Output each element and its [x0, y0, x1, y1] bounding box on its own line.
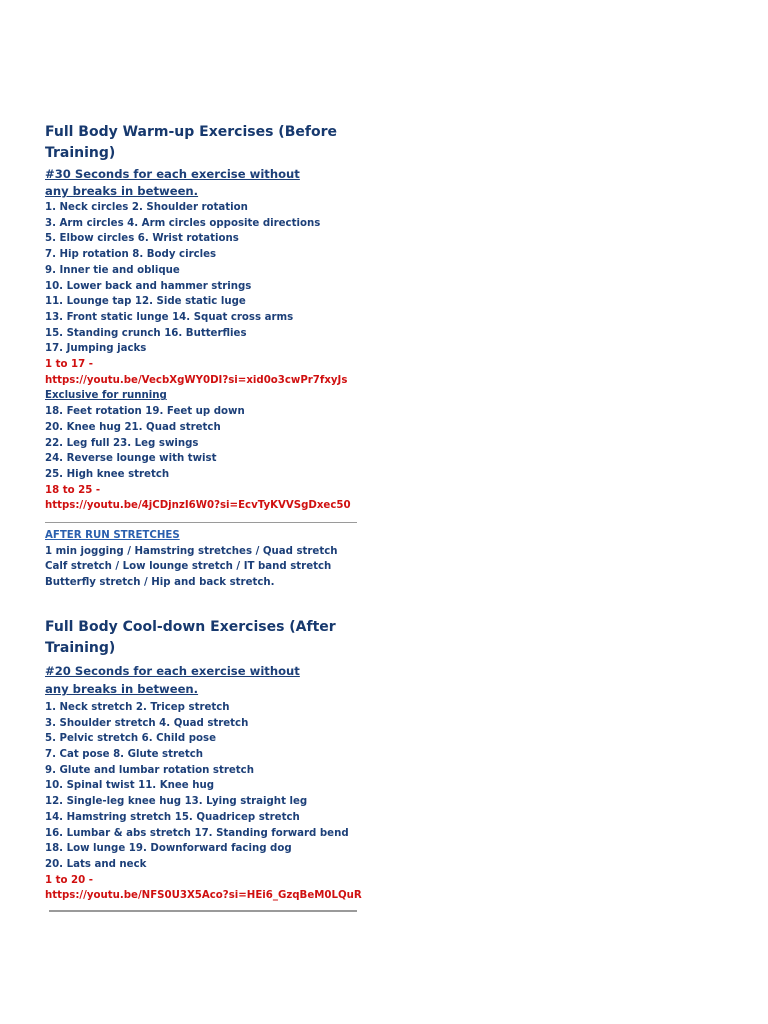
- list-item: 9. Inner tie and oblique: [45, 264, 180, 276]
- list-item: 7. Hip rotation 8. Body circles: [45, 249, 217, 261]
- list-item: 3. Arm circles 4. Arm circles opposite directions: [45, 217, 321, 229]
- after-run-line: 1 min jogging / Hamstring stretches / Quad stretch: [45, 545, 338, 557]
- running-video-link[interactable]: https://youtu.be/4jCDjnzI6W0?si=EcvTyKVVSgDxec50: [45, 500, 351, 512]
- warmup-title-line-1: Full Body Warm-up Exercises (Before: [45, 124, 337, 140]
- cooldown-subtitle-line-2: any breaks in between.: [45, 681, 199, 696]
- cooldown-video-link[interactable]: https://youtu.be/NFS0U3X5Aco?si=HEi6_GzqBeM0LQuR: [45, 890, 362, 902]
- list-item: 9. Glute and lumbar rotation stretch: [45, 764, 254, 776]
- warmup-link-label: 1 to 17 -: [45, 359, 94, 371]
- list-item: 3. Shoulder stretch 4. Quad stretch: [45, 717, 249, 729]
- cooldown-subtitle: [45, 662, 375, 698]
- list-item: 13. Front static lunge 14. Squat cross arms: [45, 311, 294, 323]
- warmup-subtitle: [45, 166, 375, 200]
- warmup-subtitle-line-1: #30 Seconds for each exercise without: [45, 167, 300, 181]
- list-item: 10. Lower back and hammer strings: [45, 280, 252, 292]
- running-list: [45, 404, 375, 483]
- after-run-line: Butterfly stretch / Hip and back stretch.: [45, 577, 275, 589]
- after-run-section: [45, 528, 375, 591]
- list-item: 20. Knee hug 21. Quad stretch: [45, 421, 221, 433]
- warmup-subtitle-line-2: any breaks in between.: [45, 184, 199, 198]
- list-item: 7. Cat pose 8. Glute stretch: [45, 748, 204, 760]
- document-body: [45, 120, 375, 912]
- list-item: 22. Leg full 23. Leg swings: [45, 437, 199, 449]
- list-item: 15. Standing crunch 16. Butterflies: [45, 327, 247, 339]
- warmup-section: [45, 120, 375, 514]
- cooldown-link-label: 1 to 20 -: [45, 874, 94, 886]
- warmup-title-line-2: Training): [45, 145, 116, 161]
- list-item: 17. Jumping jacks: [45, 343, 147, 355]
- warmup-video-link[interactable]: https://youtu.be/VecbXgWY0DI?si=xid0o3cwPr7fxyJs: [45, 374, 348, 386]
- bottom-divider: [49, 910, 357, 912]
- list-item: 5. Pelvic stretch 6. Child pose: [45, 733, 216, 745]
- cooldown-subtitle-line-1: #20 Seconds for each exercise without: [45, 663, 300, 678]
- cooldown-list: [45, 700, 375, 873]
- list-item: 10. Spinal twist 11. Knee hug: [45, 780, 215, 792]
- section-divider: [45, 522, 357, 523]
- running-heading: Exclusive for running: [45, 390, 167, 402]
- cooldown-section: [45, 617, 375, 904]
- running-link-label: 18 to 25 -: [45, 484, 101, 496]
- list-item: 14. Hamstring stretch 15. Quadricep stretch: [45, 811, 300, 823]
- list-item: 18. Low lunge 19. Downforward facing dog: [45, 843, 292, 855]
- list-item: 1. Neck stretch 2. Tricep stretch: [45, 701, 230, 713]
- list-item: 1. Neck circles 2. Shoulder rotation: [45, 202, 248, 213]
- list-item: 12. Single-leg knee hug 13. Lying straight leg: [45, 796, 308, 808]
- cooldown-title-line-1: Full Body Cool-down Exercises (After: [45, 618, 336, 635]
- list-item: 20. Lats and neck: [45, 858, 147, 870]
- warmup-list: [45, 200, 375, 357]
- list-item: 24. Reverse lounge with twist: [45, 453, 217, 465]
- cooldown-title-line-2: Training): [45, 639, 116, 656]
- cooldown-title: [45, 617, 375, 659]
- after-run-line: Calf stretch / Low lounge stretch / IT band stretch: [45, 561, 332, 573]
- list-item: 18. Feet rotation 19. Feet up down: [45, 406, 245, 418]
- list-item: 11. Lounge tap 12. Side static luge: [45, 296, 246, 308]
- list-item: 5. Elbow circles 6. Wrist rotations: [45, 233, 239, 245]
- warmup-title: [45, 120, 375, 164]
- after-run-heading: AFTER RUN STRETCHES: [45, 530, 180, 542]
- list-item: 16. Lumbar & abs stretch 17. Standing forward bend: [45, 827, 349, 839]
- list-item: 25. High knee stretch: [45, 468, 170, 480]
